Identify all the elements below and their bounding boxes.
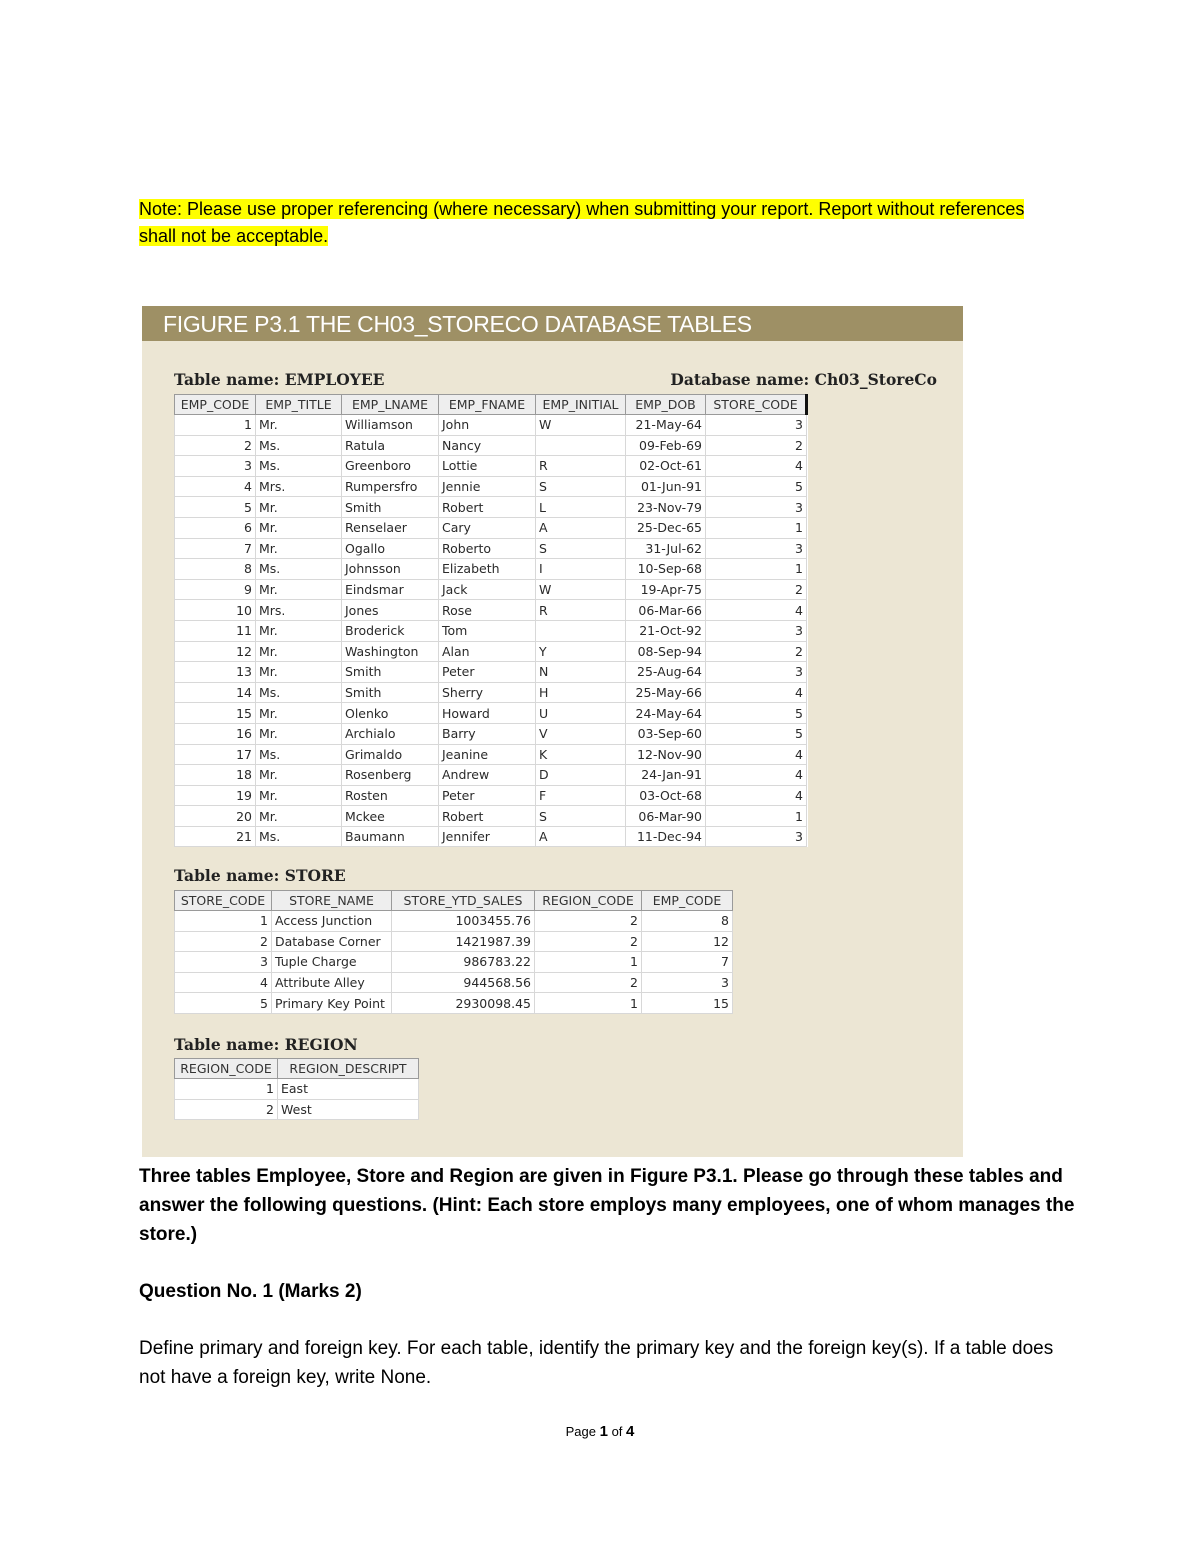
employee-cell: 2 — [706, 579, 807, 600]
store-col-header: REGION_CODE — [535, 891, 642, 911]
store-cell: 1 — [175, 911, 272, 932]
employee-cell: 24-May-64 — [626, 703, 706, 724]
employee-cell: 19 — [175, 785, 256, 806]
store-cell: Database Corner — [272, 931, 392, 952]
employee-cell: U — [536, 703, 626, 724]
region-header-row — [175, 1059, 419, 1079]
employee-cell: S — [536, 538, 626, 559]
employee-cell: Ms. — [256, 682, 342, 703]
employee-cell: 25-May-66 — [626, 682, 706, 703]
employee-cell: Renselaer — [342, 517, 439, 538]
employee-cell: Jeanine — [439, 744, 536, 765]
employee-cell: Smith — [342, 682, 439, 703]
employee-cell: D — [536, 765, 626, 786]
store-cell: Access Junction — [272, 911, 392, 932]
employee-cell: 3 — [175, 456, 256, 477]
employee-cell: 10-Sep-68 — [626, 559, 706, 580]
employee-cell: 09-Feb-69 — [626, 435, 706, 456]
employee-cell: Ms. — [256, 559, 342, 580]
employee-cell: Greenboro — [342, 456, 439, 477]
employee-cell: Ms. — [256, 435, 342, 456]
employee-cell: 18 — [175, 765, 256, 786]
store-cell: 5 — [175, 993, 272, 1014]
page-total: 4 — [626, 1423, 635, 1440]
store-cell: 1421987.39 — [392, 931, 535, 952]
employee-cell: Rumpersfro — [342, 476, 439, 497]
employee-cell: Sherry — [439, 682, 536, 703]
employee-cell: Peter — [439, 662, 536, 683]
employee-cell: Jennifer — [439, 826, 536, 847]
employee-cell: R — [536, 600, 626, 621]
employee-cell: 4 — [706, 456, 807, 477]
employee-cell: S — [536, 806, 626, 827]
employee-cell: Roberto — [439, 538, 536, 559]
store-cell: 15 — [642, 993, 733, 1014]
store-row — [175, 931, 733, 952]
employee-cell: 08-Sep-94 — [626, 641, 706, 662]
employee-cell: 31-Jul-62 — [626, 538, 706, 559]
employee-row — [175, 826, 807, 847]
employee-cell: Mr. — [256, 723, 342, 744]
employee-cell: Barry — [439, 723, 536, 744]
employee-cell: 12 — [175, 641, 256, 662]
employee-cell: 1 — [706, 806, 807, 827]
employee-cell: 11-Dec-94 — [626, 826, 706, 847]
employee-cell: Mrs. — [256, 600, 342, 621]
employee-cell: 21-May-64 — [626, 415, 706, 436]
employee-cell — [536, 435, 626, 456]
employee-cell: Ratula — [342, 435, 439, 456]
employee-cell: 12-Nov-90 — [626, 744, 706, 765]
employee-cell: Robert — [439, 497, 536, 518]
employee-cell: Jennie — [439, 476, 536, 497]
question-text: Define primary and foreign key. For each table, identify the primary key and the foreign key(s). If a table does not have a foreign key, write None. — [139, 1338, 1054, 1388]
employee-row — [175, 600, 807, 621]
employee-cell: F — [536, 785, 626, 806]
store-cell: 986783.22 — [392, 952, 535, 973]
employee-cell: K — [536, 744, 626, 765]
employee-cell: 02-Oct-61 — [626, 456, 706, 477]
region-cell: 1 — [175, 1079, 278, 1100]
employee-cell: 11 — [175, 620, 256, 641]
employee-cell: Y — [536, 641, 626, 662]
database-name-label: Database name: Ch03_StoreCo — [670, 370, 937, 389]
store-cell: Tuple Charge — [272, 952, 392, 973]
employee-row — [175, 785, 807, 806]
employee-cell: Jack — [439, 579, 536, 600]
store-cell: 1 — [535, 952, 642, 973]
employee-cell: Washington — [342, 641, 439, 662]
store-cell: 3 — [175, 952, 272, 973]
employee-cell: 4 — [706, 785, 807, 806]
region-col-header: REGION_CODE — [175, 1059, 278, 1079]
store-cell: 2 — [175, 931, 272, 952]
employee-cell: 3 — [706, 415, 807, 436]
employee-cell: A — [536, 826, 626, 847]
employee-header-row — [175, 395, 807, 415]
store-table — [174, 890, 733, 1014]
employee-table — [174, 394, 808, 847]
employee-cell: 25-Aug-64 — [626, 662, 706, 683]
employee-cell: 01-Jun-91 — [626, 476, 706, 497]
store-header-row — [175, 891, 733, 911]
employee-cell: 17 — [175, 744, 256, 765]
store-cell: 1 — [535, 993, 642, 1014]
employee-cell — [536, 620, 626, 641]
employee-cell: Alan — [439, 641, 536, 662]
employee-cell: Ogallo — [342, 538, 439, 559]
employee-cell: Ms. — [256, 744, 342, 765]
figure-title: FIGURE P3.1 THE CH03_STORECO DATABASE TABLES — [142, 306, 963, 341]
employee-cell: Peter — [439, 785, 536, 806]
employee-row — [175, 703, 807, 724]
store-cell: 12 — [642, 931, 733, 952]
employee-row — [175, 620, 807, 641]
employee-cell: Mr. — [256, 497, 342, 518]
store-cell: 2 — [535, 972, 642, 993]
store-row — [175, 911, 733, 932]
employee-cell: Mckee — [342, 806, 439, 827]
employee-cell: 21 — [175, 826, 256, 847]
employee-row — [175, 415, 807, 436]
employee-row — [175, 682, 807, 703]
employee-row — [175, 517, 807, 538]
employee-cell: S — [536, 476, 626, 497]
region-row — [175, 1099, 419, 1120]
employee-col-header: EMP_INITIAL — [536, 395, 626, 415]
employee-col-header: EMP_CODE — [175, 395, 256, 415]
store-cell: Attribute Alley — [272, 972, 392, 993]
store-col-header: EMP_CODE — [642, 891, 733, 911]
employee-cell: 9 — [175, 579, 256, 600]
store-cell: 2930098.45 — [392, 993, 535, 1014]
employee-cell: 4 — [706, 682, 807, 703]
employee-cell: Ms. — [256, 456, 342, 477]
employee-cell: Mr. — [256, 785, 342, 806]
note-text — [139, 196, 1039, 250]
employee-cell: Mr. — [256, 620, 342, 641]
employee-cell: 3 — [706, 662, 807, 683]
employee-cell: 7 — [175, 538, 256, 559]
employee-cell: Mr. — [256, 806, 342, 827]
page-of-word: of — [611, 1424, 623, 1439]
store-cell: 4 — [175, 972, 272, 993]
employee-row — [175, 744, 807, 765]
employee-cell: 19-Apr-75 — [626, 579, 706, 600]
employee-cell: 1 — [706, 559, 807, 580]
employee-cell: Broderick — [342, 620, 439, 641]
employee-row — [175, 662, 807, 683]
employee-cell: Cary — [439, 517, 536, 538]
employee-cell: 23-Nov-79 — [626, 497, 706, 518]
employee-cell: Elizabeth — [439, 559, 536, 580]
region-col-header: REGION_DESCRIPT — [278, 1059, 419, 1079]
store-col-header: STORE_YTD_SALES — [392, 891, 535, 911]
employee-row — [175, 806, 807, 827]
employee-cell: 24-Jan-91 — [626, 765, 706, 786]
store-cell: Primary Key Point — [272, 993, 392, 1014]
employee-cell: Mr. — [256, 641, 342, 662]
intro-paragraph: Three tables Employee, Store and Region are given in Figure P3.1. Please go through these tables and answer the following questions. (Hint: Each store employs many employees, one of whom manages the store.) — [139, 1166, 1075, 1245]
employee-cell: Johnsson — [342, 559, 439, 580]
employee-cell: 15 — [175, 703, 256, 724]
employee-cell: Mrs. — [256, 476, 342, 497]
store-cell: 944568.56 — [392, 972, 535, 993]
employee-cell: I — [536, 559, 626, 580]
employee-col-header: STORE_CODE — [706, 395, 807, 415]
employee-cell: 03-Oct-68 — [626, 785, 706, 806]
employee-cell: 2 — [175, 435, 256, 456]
region-table-label: Table name: REGION — [174, 1035, 358, 1054]
employee-cell: 21-Oct-92 — [626, 620, 706, 641]
employee-cell: 3 — [706, 620, 807, 641]
employee-cell: 5 — [706, 723, 807, 744]
employee-cell: 25-Dec-65 — [626, 517, 706, 538]
page-current: 1 — [599, 1423, 608, 1440]
employee-cell: W — [536, 579, 626, 600]
employee-cell: 10 — [175, 600, 256, 621]
employee-cell: 06-Mar-66 — [626, 600, 706, 621]
employee-cell: Ms. — [256, 826, 342, 847]
store-cell: 8 — [642, 911, 733, 932]
employee-row — [175, 765, 807, 786]
employee-cell: Mr. — [256, 703, 342, 724]
employee-cell: H — [536, 682, 626, 703]
employee-row — [175, 579, 807, 600]
employee-cell: 20 — [175, 806, 256, 827]
store-row — [175, 952, 733, 973]
store-row — [175, 972, 733, 993]
employee-cell: 16 — [175, 723, 256, 744]
page-word: Page — [565, 1424, 596, 1439]
store-cell: 2 — [535, 931, 642, 952]
employee-cell: 3 — [706, 538, 807, 559]
region-cell: West — [278, 1099, 419, 1120]
employee-col-header: EMP_DOB — [626, 395, 706, 415]
employee-cell: 03-Sep-60 — [626, 723, 706, 744]
employee-cell: Howard — [439, 703, 536, 724]
page-number — [0, 1423, 1200, 1440]
employee-body — [175, 415, 807, 847]
employee-cell: 3 — [706, 826, 807, 847]
employee-row — [175, 435, 807, 456]
employee-cell: 3 — [706, 497, 807, 518]
employee-cell: Eindsmar — [342, 579, 439, 600]
employee-cell: Robert — [439, 806, 536, 827]
employee-col-header: EMP_FNAME — [439, 395, 536, 415]
employee-cell: 6 — [175, 517, 256, 538]
region-cell: 2 — [175, 1099, 278, 1120]
employee-cell: 5 — [706, 476, 807, 497]
store-body — [175, 911, 733, 1014]
figure-p3-1 — [142, 306, 963, 1157]
employee-cell: Rosten — [342, 785, 439, 806]
employee-cell: Nancy — [439, 435, 536, 456]
employee-cell: Mr. — [256, 662, 342, 683]
employee-cell: 2 — [706, 435, 807, 456]
store-cell: 3 — [642, 972, 733, 993]
store-row — [175, 993, 733, 1014]
employee-cell: Rosenberg — [342, 765, 439, 786]
store-col-header: STORE_NAME — [272, 891, 392, 911]
employee-cell: 4 — [175, 476, 256, 497]
employee-cell: 06-Mar-90 — [626, 806, 706, 827]
employee-cell: John — [439, 415, 536, 436]
employee-row — [175, 723, 807, 744]
employee-cell: L — [536, 497, 626, 518]
employee-cell: Andrew — [439, 765, 536, 786]
employee-row — [175, 497, 807, 518]
employee-cell: Mr. — [256, 415, 342, 436]
employee-row — [175, 641, 807, 662]
region-table — [174, 1058, 419, 1120]
employee-row — [175, 456, 807, 477]
employee-cell: Archialo — [342, 723, 439, 744]
store-cell: 2 — [535, 911, 642, 932]
employee-col-header: EMP_LNAME — [342, 395, 439, 415]
employee-cell: Williamson — [342, 415, 439, 436]
store-col-header: STORE_CODE — [175, 891, 272, 911]
employee-cell: Grimaldo — [342, 744, 439, 765]
employee-cell: Mr. — [256, 579, 342, 600]
region-row — [175, 1079, 419, 1100]
store-cell: 7 — [642, 952, 733, 973]
employee-cell: 2 — [706, 641, 807, 662]
employee-cell: Tom — [439, 620, 536, 641]
employee-cell: Mr. — [256, 765, 342, 786]
employee-table-label: Table name: EMPLOYEE — [174, 370, 385, 389]
employee-row — [175, 559, 807, 580]
employee-cell: 4 — [706, 744, 807, 765]
employee-cell: A — [536, 517, 626, 538]
employee-cell: R — [536, 456, 626, 477]
employee-col-header: EMP_TITLE — [256, 395, 342, 415]
store-table-label: Table name: STORE — [174, 866, 346, 885]
employee-row — [175, 538, 807, 559]
employee-cell: 4 — [706, 765, 807, 786]
employee-cell: W — [536, 415, 626, 436]
note-highlight: Note: Please use proper referencing (where necessary) when submitting your report. Report without references shall not be acceptable. — [139, 199, 1025, 246]
employee-cell: Lottie — [439, 456, 536, 477]
employee-cell: N — [536, 662, 626, 683]
employee-cell: Rose — [439, 600, 536, 621]
employee-cell: Olenko — [342, 703, 439, 724]
employee-cell: Jones — [342, 600, 439, 621]
employee-cell: 5 — [175, 497, 256, 518]
employee-row — [175, 476, 807, 497]
employee-cell: Mr. — [256, 538, 342, 559]
employee-cell: 13 — [175, 662, 256, 683]
employee-cell: Baumann — [342, 826, 439, 847]
region-cell: East — [278, 1079, 419, 1100]
employee-cell: 1 — [175, 415, 256, 436]
employee-cell: 8 — [175, 559, 256, 580]
employee-cell: Mr. — [256, 517, 342, 538]
employee-cell: V — [536, 723, 626, 744]
question-heading: Question No. 1 (Marks 2) — [139, 1281, 362, 1302]
employee-cell: Smith — [342, 662, 439, 683]
employee-cell: 14 — [175, 682, 256, 703]
employee-cell: 1 — [706, 517, 807, 538]
employee-cell: 4 — [706, 600, 807, 621]
employee-cell: Smith — [342, 497, 439, 518]
region-body — [175, 1079, 419, 1120]
employee-cell: 5 — [706, 703, 807, 724]
store-cell: 1003455.76 — [392, 911, 535, 932]
